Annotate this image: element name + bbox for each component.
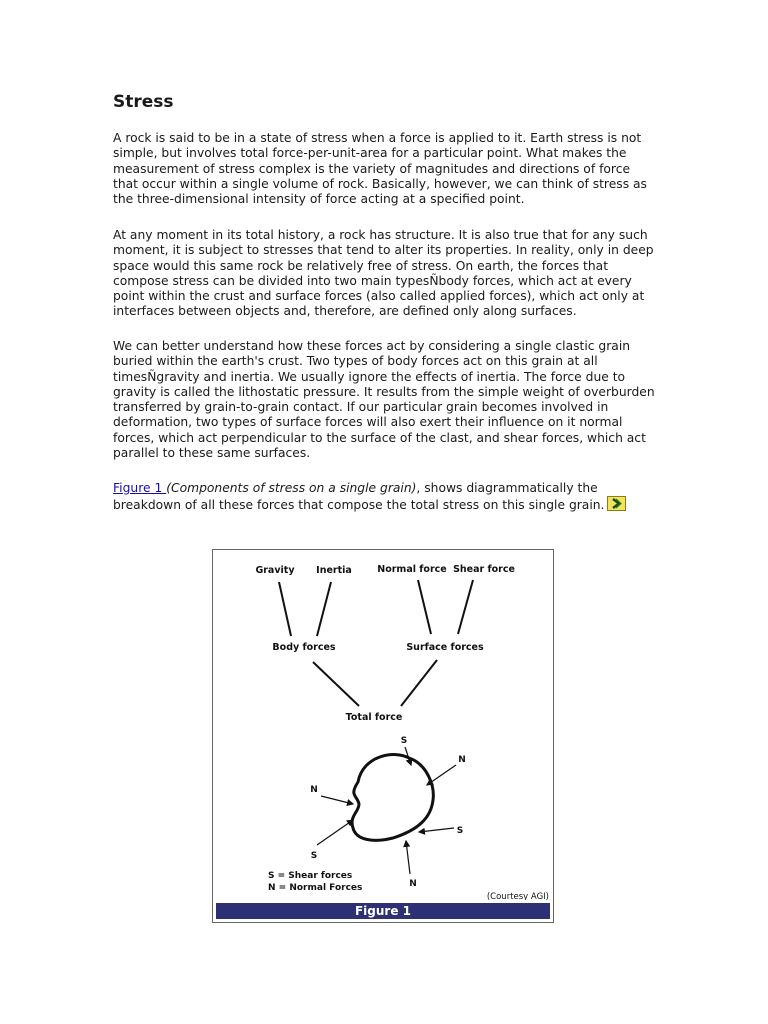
s-label-right: S	[456, 826, 464, 836]
body-forces-label: Body forces	[272, 642, 336, 653]
s-label-left: S	[310, 851, 318, 861]
next-page-arrow-icon[interactable]	[607, 496, 626, 511]
stress-components-diagram	[213, 550, 553, 900]
total-force-label: Total force	[345, 712, 403, 723]
s-label-top: S	[400, 736, 408, 746]
figure-caption-bar: Figure 1	[216, 903, 550, 919]
paragraph-3: We can better understand how these forces act by considering a single clastic grain buried within the earth's crust. Two types of body forces act on this grain at all timesÑgravity and inertia. We usually ignore the effects of inertia. The force due to gravity is called the lithostatic pressure. It results from the simple weight of overburden transferred by grain-to-grain contact. If our particular grain becomes involved in deformation, two types of surface forces will also exert their influence on it normal forces, which act perpendicular to the surface of the clast, and shear forces, which act parallel to these same surfaces.	[113, 339, 655, 461]
n-label-right: N	[458, 755, 466, 765]
shear-force-connector	[458, 580, 473, 634]
normal-arrow-right	[427, 765, 456, 785]
normal-arrow-left	[321, 796, 353, 804]
normal-force-label: Normal force	[377, 564, 447, 575]
figure-1-link[interactable]: Figure 1	[113, 481, 167, 495]
n-label-bottom: N	[409, 879, 417, 889]
figure-reference-paragraph	[113, 481, 658, 514]
body-to-total-connector	[313, 662, 359, 706]
inertia-label: Inertia	[316, 565, 352, 576]
paragraph-1: A rock is said to be in a state of stress when a force is applied to it. Earth stress is not simple, but involves total force-per-unit-area for a particular point. What makes the measurement of stress complex is the variety of magnitudes and directions of force that occur within a single volume of rock. Basically, however, we can think of stress as the three-dimensional intensity of force acting at a specified point.	[113, 131, 647, 207]
normal-arrow-bottom	[406, 841, 410, 874]
paragraph-2: At any moment in its total history, a rock has structure. It is also true that for any such moment, it is subject to stresses that tend to alter its properties. In reality, only in deep space would this same rock be relatively free of stress. On earth, the forces that compose stress can be divided into two main typesÑbody forces, which act at every point within the crust and surface forces (also called applied forces), which act only at interfaces between objects and, therefore, are defined only along surfaces.	[113, 228, 654, 319]
inertia-connector	[317, 582, 331, 636]
shear-arrow-right	[419, 828, 454, 832]
gravity-connector	[279, 582, 291, 636]
surface-to-total-connector	[401, 660, 437, 706]
shear-arrow-left	[317, 820, 353, 845]
figure-caption-italic: (Components of stress on a single grain)	[166, 481, 417, 495]
courtesy-credit: (Courtesy AGI)	[486, 892, 549, 900]
surface-forces-label: Surface forces	[406, 642, 484, 653]
figure-reference-text: , shows diagrammatically the breakdown of all these forces that compose the total stress on this single grain.	[113, 481, 605, 513]
gravity-label: Gravity	[255, 565, 295, 576]
shear-force-label: Shear force	[453, 564, 515, 575]
legend-shear: S = Shear forces	[268, 871, 353, 881]
n-label-left: N	[310, 785, 318, 795]
clastic-grain-outline	[352, 755, 433, 841]
normal-force-connector	[418, 580, 431, 634]
legend-normal: N = Normal Forces	[268, 883, 363, 893]
figure-1	[212, 549, 554, 923]
page-title: Stress	[113, 92, 174, 112]
